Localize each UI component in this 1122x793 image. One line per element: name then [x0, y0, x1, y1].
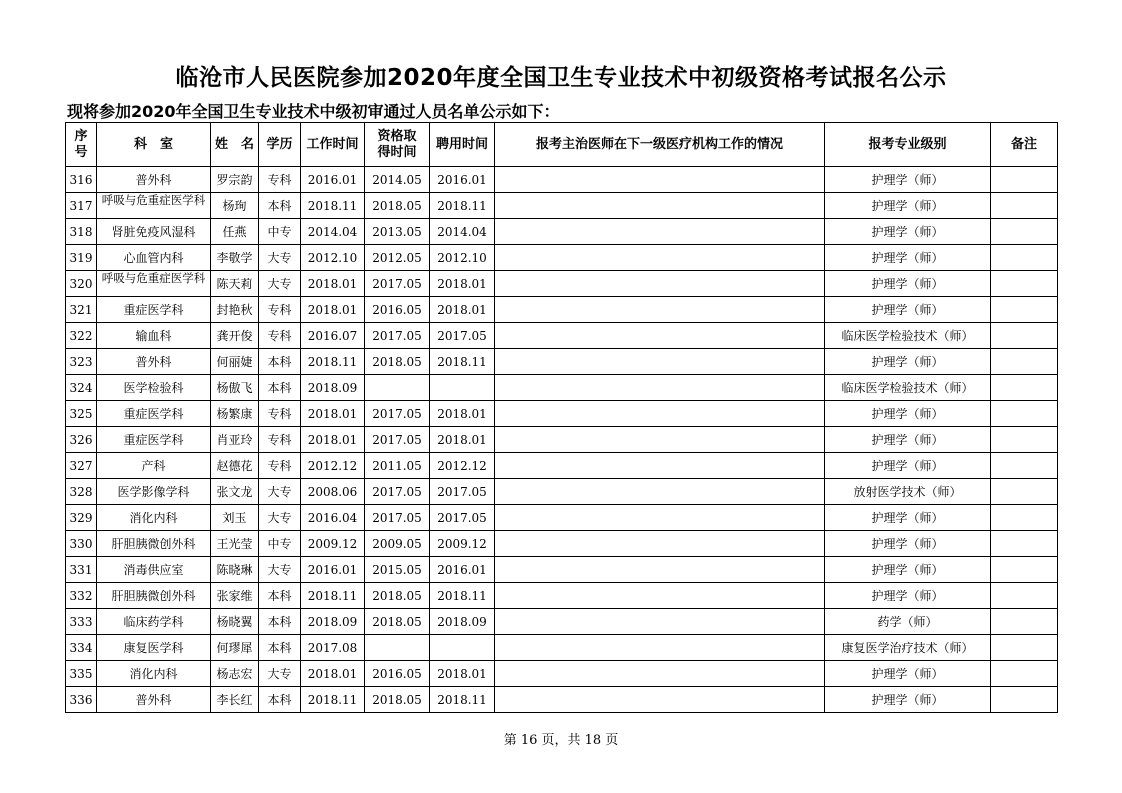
cell-seq: 329	[66, 505, 97, 531]
cell-name: 杨繁康	[211, 401, 259, 427]
header-work: 工作时间	[301, 123, 365, 167]
cell-level: 临床医学检验技术（师）	[825, 375, 991, 401]
cell-cert: 2018.05	[365, 193, 430, 219]
cell-cert: 2017.05	[365, 479, 430, 505]
cell-note	[991, 583, 1058, 609]
cell-seq: 324	[66, 375, 97, 401]
cell-edu: 大专	[259, 505, 301, 531]
cell-hire: 2017.05	[430, 323, 495, 349]
cell-cert: 2017.05	[365, 427, 430, 453]
table-row	[66, 349, 1058, 375]
cell-work: 2018.01	[301, 427, 365, 453]
cell-edu: 本科	[259, 349, 301, 375]
cell-level: 护理学（师）	[825, 427, 991, 453]
cell-grassroots	[495, 687, 825, 713]
cell-hire: 2018.01	[430, 271, 495, 297]
cell-work: 2009.12	[301, 531, 365, 557]
cell-cert: 2017.05	[365, 505, 430, 531]
cell-work: 2017.08	[301, 635, 365, 661]
cell-grassroots	[495, 531, 825, 557]
header-note: 备注	[991, 123, 1058, 167]
table-row	[66, 297, 1058, 323]
header-hire: 聘用时间	[430, 123, 495, 167]
cell-name: 何丽婕	[211, 349, 259, 375]
cell-level: 放射医学技术（师）	[825, 479, 991, 505]
header-level: 报考专业级别	[825, 123, 991, 167]
cell-name: 何璆犀	[211, 635, 259, 661]
cell-seq: 319	[66, 245, 97, 271]
cell-note	[991, 349, 1058, 375]
cell-work: 2018.01	[301, 661, 365, 687]
cell-hire: 2017.05	[430, 479, 495, 505]
cell-hire: 2018.01	[430, 297, 495, 323]
table-row	[66, 661, 1058, 687]
cell-note	[991, 219, 1058, 245]
cell-edu: 本科	[259, 375, 301, 401]
cell-edu: 本科	[259, 193, 301, 219]
cell-hire: 2018.11	[430, 193, 495, 219]
cell-edu: 中专	[259, 219, 301, 245]
cell-seq: 323	[66, 349, 97, 375]
table-row	[66, 219, 1058, 245]
cell-dept: 产科	[97, 453, 211, 479]
cell-seq: 316	[66, 167, 97, 193]
cell-hire: 2009.12	[430, 531, 495, 557]
cell-note	[991, 297, 1058, 323]
cell-cert	[365, 635, 430, 661]
cell-dept: 康复医学科	[97, 635, 211, 661]
table-row	[66, 193, 1058, 219]
table-row	[66, 505, 1058, 531]
applicant-table	[65, 122, 1058, 713]
cell-seq: 317	[66, 193, 97, 219]
cell-hire: 2018.11	[430, 349, 495, 375]
cell-edu: 本科	[259, 687, 301, 713]
header-cert	[365, 123, 430, 167]
cell-grassroots	[495, 609, 825, 635]
cell-dept: 医学影像学科	[97, 479, 211, 505]
header-seq	[66, 123, 97, 167]
cell-level: 护理学（师）	[825, 505, 991, 531]
cell-work: 2016.01	[301, 557, 365, 583]
cell-level: 护理学（师）	[825, 193, 991, 219]
cell-seq: 318	[66, 219, 97, 245]
cell-name: 李长红	[211, 687, 259, 713]
cell-level: 临床医学检验技术（师）	[825, 323, 991, 349]
cell-note	[991, 531, 1058, 557]
cell-level: 护理学（师）	[825, 557, 991, 583]
cell-note	[991, 609, 1058, 635]
cell-name: 龚开俊	[211, 323, 259, 349]
cell-seq: 332	[66, 583, 97, 609]
table-header-row	[66, 123, 1058, 167]
cell-cert: 2014.05	[365, 167, 430, 193]
cell-dept: 肾脏免疫风湿科	[97, 219, 211, 245]
cell-cert: 2015.05	[365, 557, 430, 583]
cell-grassroots	[495, 479, 825, 505]
cell-name: 陈天莉	[211, 271, 259, 297]
cell-seq: 326	[66, 427, 97, 453]
cell-seq: 321	[66, 297, 97, 323]
cell-level: 护理学（师）	[825, 245, 991, 271]
cell-seq: 334	[66, 635, 97, 661]
cell-hire	[430, 375, 495, 401]
cell-work: 2008.06	[301, 479, 365, 505]
page-subtitle: 现将参加2020年全国卫生专业技术中级初审通过人员名单公示如下：	[67, 102, 560, 121]
cell-note	[991, 635, 1058, 661]
cell-cert: 2012.05	[365, 245, 430, 271]
cell-dept: 呼吸与危重症医学科	[97, 271, 211, 297]
cell-seq: 331	[66, 557, 97, 583]
cell-dept: 消化内科	[97, 505, 211, 531]
cell-level: 药学（师）	[825, 609, 991, 635]
cell-dept: 普外科	[97, 349, 211, 375]
cell-edu: 大专	[259, 557, 301, 583]
header-grassroots: 报考主治医师在下一级医疗机构工作的情况	[495, 123, 825, 167]
cell-level: 护理学（师）	[825, 219, 991, 245]
cell-edu: 专科	[259, 323, 301, 349]
cell-grassroots	[495, 219, 825, 245]
cell-cert: 2011.05	[365, 453, 430, 479]
table-row	[66, 635, 1058, 661]
cell-hire: 2018.01	[430, 401, 495, 427]
cell-hire: 2017.05	[430, 505, 495, 531]
cell-edu: 专科	[259, 453, 301, 479]
cell-grassroots	[495, 271, 825, 297]
cell-cert: 2018.05	[365, 583, 430, 609]
page-title: 临沧市人民医院参加2020年度全国卫生专业技术中初级资格考试报名公示	[175, 65, 947, 91]
cell-hire: 2018.01	[430, 661, 495, 687]
header-edu: 学历	[259, 123, 301, 167]
cell-edu: 大专	[259, 245, 301, 271]
cell-name: 刘玉	[211, 505, 259, 531]
header-dept: 科 室	[97, 123, 211, 167]
cell-hire: 2012.12	[430, 453, 495, 479]
cell-name: 王光莹	[211, 531, 259, 557]
cell-grassroots	[495, 557, 825, 583]
table-row	[66, 609, 1058, 635]
cell-grassroots	[495, 323, 825, 349]
table-row	[66, 323, 1058, 349]
cell-note	[991, 479, 1058, 505]
header-seq-label: 序 号	[74, 128, 88, 160]
cell-dept: 消化内科	[97, 661, 211, 687]
cell-hire: 2016.01	[430, 167, 495, 193]
cell-work: 2018.09	[301, 609, 365, 635]
cell-hire: 2018.11	[430, 583, 495, 609]
table-row	[66, 479, 1058, 505]
cell-name: 肖亚玲	[211, 427, 259, 453]
cell-work: 2018.09	[301, 375, 365, 401]
cell-cert	[365, 375, 430, 401]
cell-cert: 2018.05	[365, 349, 430, 375]
cell-seq: 333	[66, 609, 97, 635]
header-cert-label: 资格取 得时间	[377, 128, 417, 160]
cell-name: 张文龙	[211, 479, 259, 505]
cell-cert: 2017.05	[365, 271, 430, 297]
cell-cert: 2013.05	[365, 219, 430, 245]
cell-grassroots	[495, 297, 825, 323]
cell-note	[991, 661, 1058, 687]
cell-grassroots	[495, 453, 825, 479]
cell-work: 2016.04	[301, 505, 365, 531]
cell-dept: 消毒供应室	[97, 557, 211, 583]
table-row	[66, 167, 1058, 193]
cell-hire: 2018.01	[430, 427, 495, 453]
cell-level: 护理学（师）	[825, 661, 991, 687]
cell-edu: 专科	[259, 401, 301, 427]
cell-seq: 322	[66, 323, 97, 349]
cell-work: 2018.11	[301, 349, 365, 375]
cell-dept: 重症医学科	[97, 297, 211, 323]
cell-note	[991, 375, 1058, 401]
cell-grassroots	[495, 401, 825, 427]
cell-dept: 肝胆胰微创外科	[97, 531, 211, 557]
cell-name: 封艳秋	[211, 297, 259, 323]
cell-work: 2018.01	[301, 271, 365, 297]
cell-work: 2018.11	[301, 193, 365, 219]
cell-note	[991, 271, 1058, 297]
table-row	[66, 427, 1058, 453]
cell-dept: 输血科	[97, 323, 211, 349]
cell-level: 护理学（师）	[825, 401, 991, 427]
cell-grassroots	[495, 583, 825, 609]
cell-level: 护理学（师）	[825, 531, 991, 557]
cell-cert: 2018.05	[365, 687, 430, 713]
cell-level: 护理学（师）	[825, 583, 991, 609]
header-name: 姓 名	[211, 123, 259, 167]
table-row	[66, 245, 1058, 271]
cell-note	[991, 401, 1058, 427]
cell-hire: 2016.01	[430, 557, 495, 583]
table-body	[66, 167, 1058, 713]
table-row	[66, 557, 1058, 583]
cell-grassroots	[495, 505, 825, 531]
cell-grassroots	[495, 661, 825, 687]
cell-dept: 肝胆胰微创外科	[97, 583, 211, 609]
cell-seq: 320	[66, 271, 97, 297]
cell-name: 杨晓翼	[211, 609, 259, 635]
table-row	[66, 375, 1058, 401]
cell-cert: 2016.05	[365, 297, 430, 323]
cell-dept: 普外科	[97, 167, 211, 193]
cell-note	[991, 167, 1058, 193]
cell-seq: 335	[66, 661, 97, 687]
cell-edu: 中专	[259, 531, 301, 557]
cell-work: 2016.07	[301, 323, 365, 349]
cell-edu: 专科	[259, 167, 301, 193]
cell-note	[991, 323, 1058, 349]
cell-dept: 重症医学科	[97, 427, 211, 453]
cell-name: 陈晓琳	[211, 557, 259, 583]
cell-note	[991, 687, 1058, 713]
table-row	[66, 583, 1058, 609]
cell-level: 康复医学治疗技术（师）	[825, 635, 991, 661]
cell-edu: 专科	[259, 297, 301, 323]
cell-dept: 心血管内科	[97, 245, 211, 271]
cell-name: 杨珣	[211, 193, 259, 219]
cell-seq: 327	[66, 453, 97, 479]
page-number: 第 16 页，共 18 页	[503, 733, 619, 748]
cell-work: 2012.12	[301, 453, 365, 479]
cell-level: 护理学（师）	[825, 167, 991, 193]
cell-note	[991, 427, 1058, 453]
cell-hire: 2012.10	[430, 245, 495, 271]
table-row	[66, 687, 1058, 713]
cell-dept: 重症医学科	[97, 401, 211, 427]
cell-hire: 2018.11	[430, 687, 495, 713]
cell-grassroots	[495, 635, 825, 661]
cell-level: 护理学（师）	[825, 687, 991, 713]
cell-grassroots	[495, 349, 825, 375]
cell-work: 2018.01	[301, 297, 365, 323]
cell-level: 护理学（师）	[825, 453, 991, 479]
cell-edu: 本科	[259, 583, 301, 609]
cell-seq: 328	[66, 479, 97, 505]
cell-work: 2018.11	[301, 687, 365, 713]
cell-edu: 本科	[259, 635, 301, 661]
cell-name: 任燕	[211, 219, 259, 245]
cell-name: 张家维	[211, 583, 259, 609]
cell-seq: 325	[66, 401, 97, 427]
cell-name: 赵德花	[211, 453, 259, 479]
cell-dept: 呼吸与危重症医学科	[97, 193, 211, 219]
table-row	[66, 271, 1058, 297]
cell-grassroots	[495, 167, 825, 193]
cell-work: 2018.11	[301, 583, 365, 609]
cell-dept: 医学检验科	[97, 375, 211, 401]
cell-grassroots	[495, 245, 825, 271]
cell-grassroots	[495, 375, 825, 401]
cell-cert: 2017.05	[365, 401, 430, 427]
cell-seq: 336	[66, 687, 97, 713]
cell-edu: 大专	[259, 271, 301, 297]
cell-cert: 2016.05	[365, 661, 430, 687]
cell-cert: 2009.05	[365, 531, 430, 557]
table-row	[66, 531, 1058, 557]
cell-work: 2018.01	[301, 401, 365, 427]
cell-level: 护理学（师）	[825, 349, 991, 375]
cell-name: 罗宗韵	[211, 167, 259, 193]
cell-edu: 本科	[259, 609, 301, 635]
cell-grassroots	[495, 427, 825, 453]
cell-name: 杨傲飞	[211, 375, 259, 401]
cell-hire: 2014.04	[430, 219, 495, 245]
cell-note	[991, 505, 1058, 531]
cell-work: 2014.04	[301, 219, 365, 245]
cell-hire	[430, 635, 495, 661]
cell-work: 2016.01	[301, 167, 365, 193]
cell-note	[991, 245, 1058, 271]
cell-work: 2012.10	[301, 245, 365, 271]
cell-cert: 2018.05	[365, 609, 430, 635]
cell-note	[991, 453, 1058, 479]
cell-edu: 专科	[259, 427, 301, 453]
cell-grassroots	[495, 193, 825, 219]
cell-hire: 2018.09	[430, 609, 495, 635]
cell-dept: 临床药学科	[97, 609, 211, 635]
table-row	[66, 401, 1058, 427]
cell-level: 护理学（师）	[825, 297, 991, 323]
cell-level: 护理学（师）	[825, 271, 991, 297]
cell-name: 李敬学	[211, 245, 259, 271]
cell-edu: 大专	[259, 661, 301, 687]
table-row	[66, 453, 1058, 479]
cell-dept: 普外科	[97, 687, 211, 713]
cell-seq: 330	[66, 531, 97, 557]
cell-cert: 2017.05	[365, 323, 430, 349]
cell-edu: 大专	[259, 479, 301, 505]
cell-note	[991, 557, 1058, 583]
cell-note	[991, 193, 1058, 219]
cell-name: 杨志宏	[211, 661, 259, 687]
